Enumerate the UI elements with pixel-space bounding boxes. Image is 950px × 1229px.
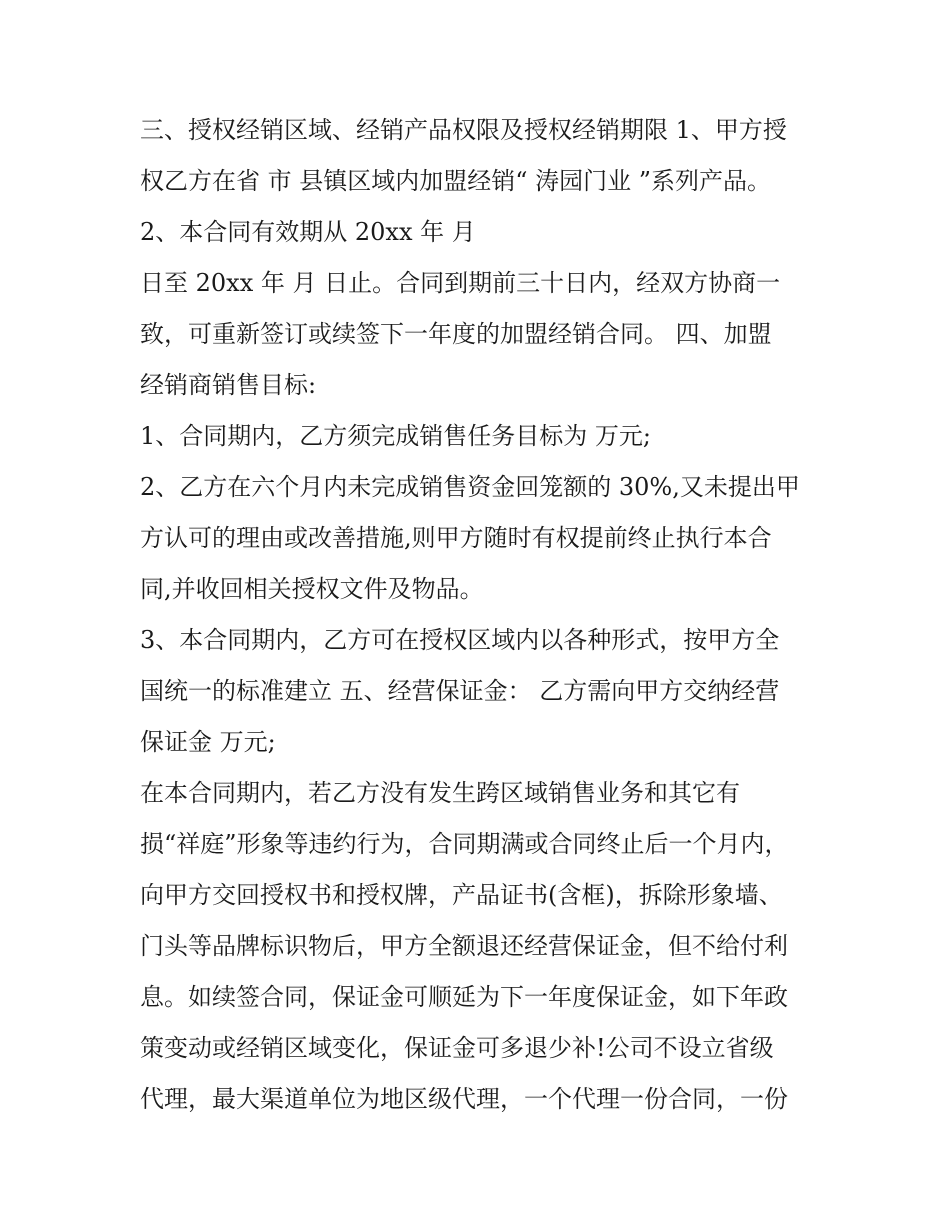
document-body [140,108,820,1128]
text-line: 三、授权经销区域、经销产品权限及授权经销期限 1、甲方授 [140,116,787,144]
text-line: 在本合同期内，若乙方没有发生跨区域销售业务和其它有 [140,779,740,807]
text-line: 保证金 万元; [140,728,276,756]
text-line: 向甲方交回授权书和授权牌，产品证书(含框)，拆除形象墙、 [140,881,783,909]
text-line: 2、本合同有效期从 20xx 年 月 [140,218,476,246]
text-line: 息。如续签合同，保证金可顺延为下一年度保证金，如下年政 [140,983,788,1011]
text-line: 3、本合同期内，乙方可在授权区域内以各种形式，按甲方全 [140,626,780,654]
text-line: 日至 20xx 年 月 日止。合同到期前三十日内，经双方协商一 [140,269,781,297]
text-line: 1、合同期内，乙方须完成销售任务目标为 万元; [140,422,651,450]
text-line: 2、乙方在六个月内未完成销售资金回笼额的 30%,又未提出甲 [140,473,800,501]
text-line: 代理，最大渠道单位为地区级代理，一个代理一份合同，一份 [140,1085,788,1113]
text-line: 方认可的理由或改善措施,则甲方随时有权提前终止执行本合 [140,524,772,552]
text-line: 国统一的标准建立 五、经营保证金： 乙方需向甲方交纳经营 [140,677,780,705]
text-line: 损“祥庭”形象等违约行为，合同期满或合同终止后一个月内， [140,830,789,858]
text-line: 经销商销售目标: [140,371,317,399]
text-line: 致，可重新签订或续签下一年度的加盟经销合同。 四、加盟 [140,320,772,348]
text-line: 策变动或经销区域变化，保证金可多退少补!公司不设立省级 [140,1034,774,1062]
text-line: 同,并收回相关授权文件及物品。 [140,575,484,603]
text-line: 权乙方在省 市 县镇区域内加盟经销“ 涛园门业 ”系列产品。 [140,167,772,195]
text-line: 门头等品牌标识物后，甲方全额退还经营保证金，但不给付利 [140,932,788,960]
